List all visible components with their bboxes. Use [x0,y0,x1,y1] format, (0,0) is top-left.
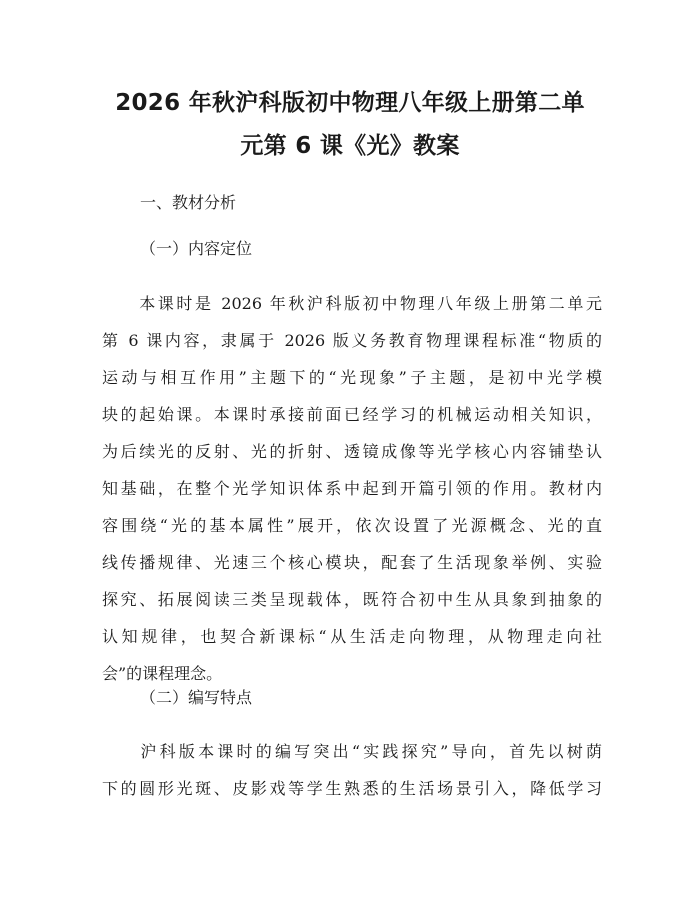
paragraph-line: 块的起始课。本课时承接前面已经学习的机械运动相关知识， [102,405,602,424]
paragraph-line: 本课时是 2026 年秋沪科版初中物理八年级上册第二单元 [102,294,602,313]
document-title-line-1: 2026 年秋沪科版初中物理八年级上册第二单 [115,90,585,116]
paragraph-line: 第 6 课内容，隶属于 2026 版义务教育物理课程标准“物质的 [102,331,602,350]
paragraph-line: 运动与相互作用”主题下的“光现象”子主题，是初中光学模 [102,368,602,387]
subsection-heading-writing-features: （二）编写特点 [140,688,253,707]
paragraph-line: 知基础，在整个光学知识体系中起到开篇引领的作用。教材内 [102,479,602,498]
section-heading-textbook-analysis: 一、教材分析 [140,193,237,212]
paragraph-content-positioning [102,285,602,692]
paragraph-line: 下的圆形光斑、皮影戏等学生熟悉的生活场景引入，降低学习 [102,779,602,798]
paragraph-line: 容围绕“光的基本属性”展开，依次设置了光源概念、光的直 [102,516,602,535]
document-title-line-2: 元第 6 课《光》教案 [240,133,460,159]
paragraph-writing-features [102,733,602,807]
paragraph-line: 探究、拓展阅读三类呈现载体，既符合初中生从具象到抽象的 [102,590,602,609]
paragraph-line: 会”的课程理念。 [102,664,223,683]
paragraph-line: 线传播规律、光速三个核心模块，配套了生活现象举例、实验 [102,553,602,572]
paragraph-line: 认知规律，也契合新课标“从生活走向物理，从物理走向社 [102,627,602,646]
paragraph-line: 沪科版本课时的编写突出“实践探究”导向，首先以树荫 [102,742,602,761]
subsection-heading-content-positioning: （一）内容定位 [140,239,253,258]
paragraph-line: 为后续光的反射、光的折射、透镜成像等光学核心内容铺垫认 [102,442,602,461]
